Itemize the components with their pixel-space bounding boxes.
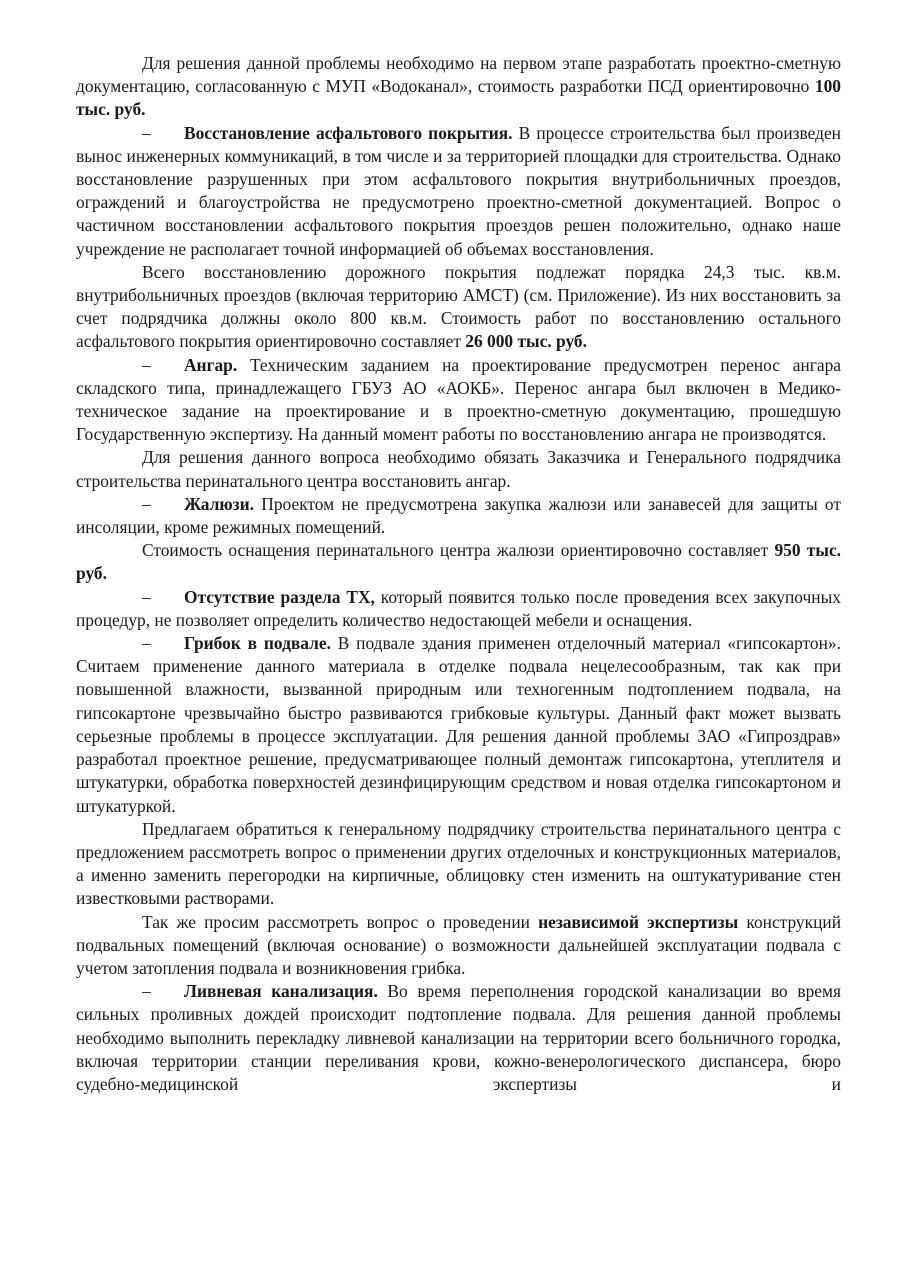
paragraph-asphalt-restoration: – Восстановление асфальтового покрытия. В процессе строительства был произведен вынос инженерных коммуникаций, в том числе и за территорией площадки для строительства. Однако восстановление разрушенных при этом асфальтового покрытия внутрибольничных проездов, ограждений и благоустройства не предусмотрено проектно-сметной документацией. Вопрос о частичном восстановлении асфальтового покрытия проездов решен положительно, однако наше учреждение не располагает точной информацией об объемах восстановления. [76,122,841,259]
list-dash: – [142,586,151,607]
paragraph-tx-section: – Отсутствие раздела ТХ, который появится только после проведения всех закупочных процедур, не позволяет определить количество недостающей мебели и оснащения. [76,586,841,630]
paragraph-blinds: – Жалюзи. Проектом не предусмотрена закупка жалюзи или занавесей для защиты от инсоляции, кроме режимных помещений. [76,493,841,538]
paragraph-hangar: – Ангар. Техническим заданием на проектирование предусмотрен перенос ангара складского типа, принадлежащего ГБУЗ АО «АОКБ». Перенос ангара был включен в Медико-техническое задание на проектирование и в проектно-сметную документацию, прошедшую Государственную экспертизу. На данный момент работы по восстановлению ангара не производятся. [76,354,841,445]
list-dash: – [142,633,151,654]
paragraph-storm-sewer: – Ливневая канализация. Во время переполнения городской канализации во время сильных проливных дождей происходит подтопление подвала. Для решения данной проблемы необходимо выполнить перекладку ливневой канализации на территории всего больничного городка, включая территории станции переливания крови, кожно-венерологического диспансера, бюро судебно-медицинской экспертизы и [76,981,841,1094]
list-dash: – [142,493,151,514]
paragraph-independent-expertise: Так же просим рассмотреть вопрос о проведении независимой экспертизы конструкций подвальных помещений (включая основание) о возможности дальнейшей эксплуатации подвала с учетом затопления подвала и возникновения грибка. [76,911,842,978]
paragraph-hangar-solution: Для решения данного вопроса необходимо обязать Заказчика и Генерального подрядчика строительства перинатального центра восстановить ангар. [76,447,841,491]
list-dash: – [142,981,151,1002]
paragraph-psd-development: Для решения данной проблемы необходимо на первом этапе разработать проектно-сметную документацию, согласованную с МУП «Водоканал», стоимость разработки ПСД ориентировочно 100 тыс. руб. [76,53,841,120]
paragraph-road-surface-volume: Всего восстановлению дорожного покрытия подлежат порядка 24,3 тыс. кв.м. внутрибольничных проездов (включая территорию АМСТ) (см. Приложение). Из них восстановить за счет подрядчика должны около 800 кв.м. Стоимость работ по восстановлению остального асфальтового покрытия ориентировочно составляет 26 000 тыс. руб. [76,261,841,352]
list-dash: – [142,122,151,143]
paragraph-basement-fungus: – Грибок в подвале. В подвале здания применен отделочный материал «гипсокартон». Считаем применение данного материала в отделке подвала нецелесообразным, так как при повышенной влажности, вызванной природным или техногенным подтоплением подвала, на гипсокартоне чрезвычайно быстро развиваются грибковые культуры. Данный факт может вызвать серьезные проблемы в процессе эксплуатации. Для решения данной проблемы ЗАО «Гипроздрав» разработал проектное решение, предусматривающее полный демонтаж гипсокартона, утеплителя и штукатурки, обработка поверхностей дезинфицирующим средством и новая отделка гипсокартоном и штукатуркой. [76,633,841,816]
paragraph-blinds-cost: Стоимость оснащения перинатального центра жалюзи ориентировочно составляет 950 тыс. руб. [76,540,842,584]
list-dash: – [142,354,151,375]
paragraph-contractor-proposal: Предлагаем обратиться к генеральному подрядчику строительства перинатального центра с предложением рассмотреть вопрос о применении других отделочных и конструкционных материалов, а именно заменить перегородки на кирпичные, облицовку стен изменить на оштукатуривание стен известковыми растворами. [76,818,841,909]
